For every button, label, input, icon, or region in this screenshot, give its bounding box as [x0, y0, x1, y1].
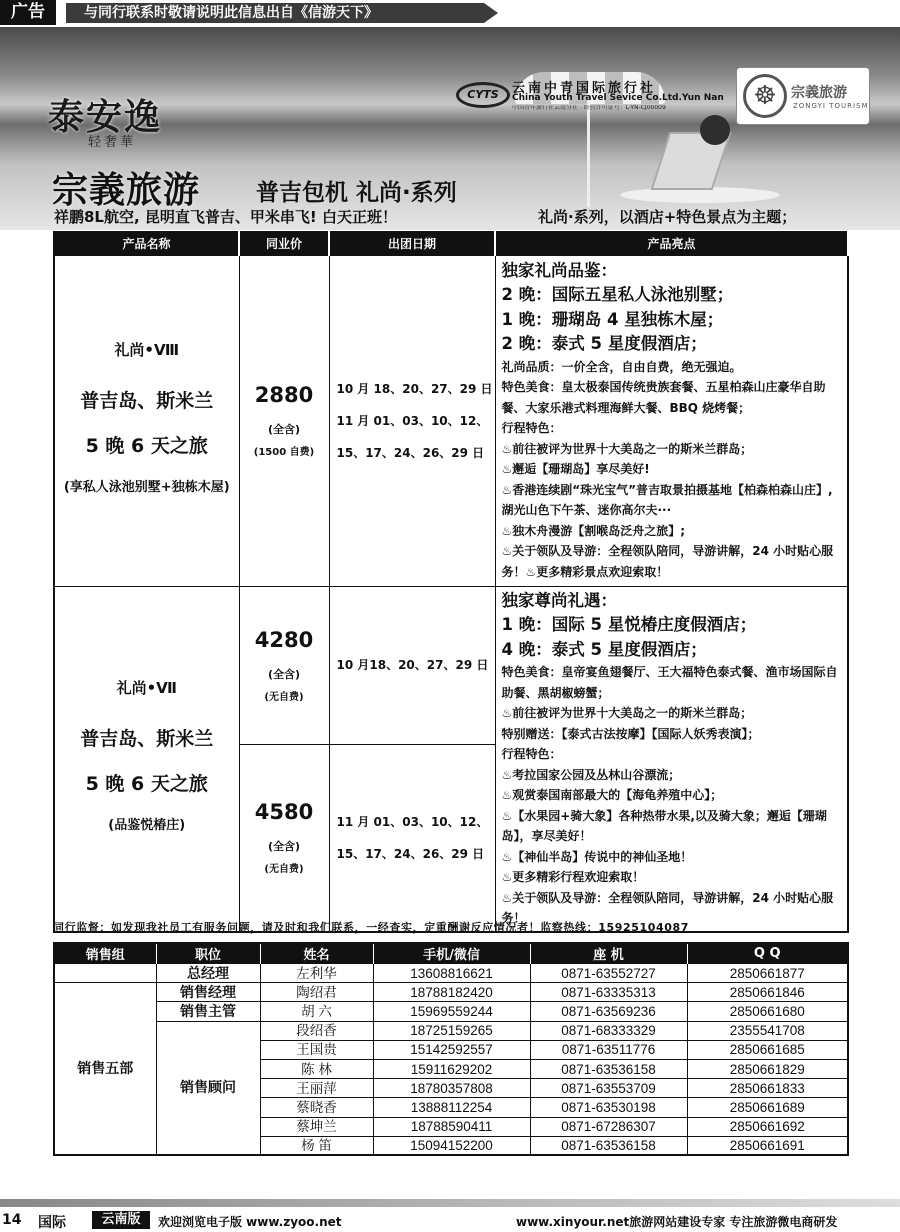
contact-name: 王丽萍 [260, 1079, 373, 1098]
role-cell: 销售顾问 [156, 1021, 260, 1155]
product-destination: 普吉岛、斯米兰 [80, 728, 214, 750]
contact-tel: 0871-67286307 [530, 1117, 687, 1136]
contact-qq: 2850661846 [687, 983, 848, 1002]
dates-cell [329, 745, 495, 932]
highlight-line: 行程特色： [501, 747, 562, 761]
contact-mobile: 18788590411 [373, 1117, 530, 1136]
umbrella-pole-image [587, 97, 590, 207]
departure-dates: 15、17、24、26、29 日 [336, 445, 485, 460]
highlight-line: ♨前往被评为世界十大美岛之一的斯米兰群岛； [501, 441, 753, 456]
cyts-company-en: China Youth Travel Sevice Co.Ltd.Yun Nan [512, 93, 724, 103]
header-price: 同业价 [239, 232, 329, 255]
page-footer [0, 1209, 900, 1230]
thai-anyi-logo: 泰安逸 [48, 96, 163, 138]
highlight-line: ♨香港连续剧“珠光宝气”普吉取景拍摄基地【柏森柏森山庄】, 湖光山色下午茶、迷你高尔夫··· [501, 482, 833, 518]
cyts-company-name: 云南中青国际旅行社 [512, 81, 657, 96]
contact-qq: 2850661877 [687, 964, 848, 983]
price-cell [239, 586, 329, 745]
contact-tel: 0871-63553709 [530, 1079, 687, 1098]
price-extra: (1500 自费) [253, 447, 315, 458]
cyts-logo-icon: CYTS [456, 82, 510, 108]
contact-tel: 0871-68333329 [530, 1021, 687, 1040]
contact-mobile: 13608816621 [373, 964, 530, 983]
highlight-line: 特色美食：皇太极泰国传统贵族套餐、五星柏森山庄豪华自助餐、大家乐港式料理海鲜大餐、BBQ 烧烤餐； [501, 380, 826, 415]
role-cell: 总经理 [156, 964, 260, 983]
top-ad-bar [0, 0, 900, 27]
contact-tel: 0871-63511776 [530, 1040, 687, 1059]
thai-anyi-logo-sub: 轻奢華 [88, 135, 137, 150]
product-destination: 普吉岛、斯米兰 [80, 390, 214, 412]
product-note: (享私人泳池别墅+独栋木屋) [63, 480, 230, 495]
product-table-header [54, 232, 848, 255]
highlight-line: 独家尊尚礼遇： [501, 590, 617, 610]
contact-qq: 2355541708 [687, 1021, 848, 1040]
highlight-line: ♨独木舟漫游【割喉岛泛舟之旅】; [501, 523, 686, 538]
product-duration: 5 晚 6 天之旅 [85, 773, 208, 795]
ad-notice-strip: 与同行联系时敬请说明此信息出自《信游天下》 [66, 3, 484, 23]
contact-mobile: 15142592557 [373, 1040, 530, 1059]
dates-cell [329, 586, 495, 745]
product-note: (品鉴悦椿庄) [108, 818, 186, 833]
zongyi-logo-badge [736, 67, 870, 125]
contact-name: 段绍香 [260, 1021, 373, 1040]
departure-dates: 11 月 01、03、10、12、 [336, 814, 489, 829]
departure-dates: 10 月18、20、27、29 日 [336, 658, 489, 673]
contact-mobile: 15094152200 [373, 1136, 530, 1155]
contact-name: 蔡晓香 [260, 1098, 373, 1117]
role-cell: 销售主管 [156, 1002, 260, 1021]
highlight-line: ♨邂逅【珊瑚岛】享尽美好! [501, 462, 650, 477]
contact-mobile: 18725159265 [373, 1021, 530, 1040]
product-row-vii-a [54, 586, 848, 745]
contact-mobile: 15969559244 [373, 1002, 530, 1021]
highlight-line: 1 晚：国际 5 星悦椿庄度假酒店； [501, 615, 757, 634]
price-inclusion: (全含) [267, 667, 301, 681]
footer-divider [0, 1199, 900, 1207]
contact-qq: 2850661829 [687, 1059, 848, 1078]
flight-tagline: 祥鹏8L航空, 昆明直飞普吉、甲米串飞! 白天正班！ [54, 208, 397, 226]
header-qq: Q Q [687, 943, 848, 964]
product-duration: 5 晚 6 天之旅 [85, 435, 208, 457]
product-row-viii [54, 255, 848, 586]
contact-table [53, 942, 849, 1156]
highlight-line: 2 晚：泰式 5 星度假酒店； [501, 334, 707, 354]
contact-qq: 2850661689 [687, 1098, 848, 1117]
ad-tag: 广告 [0, 0, 56, 25]
contact-tel: 0871-63536158 [530, 1059, 687, 1078]
cyts-license-line: 中国青年旅行社云南分社 · 经营许可证号：L-YN-CJ00009 [512, 105, 666, 111]
role-cell: 销售经理 [156, 983, 260, 1002]
contact-name: 陈 林 [260, 1059, 373, 1078]
sunbather-image [700, 115, 730, 145]
highlight-line: 礼尚品质：一价全含，自由自费，绝无强迫。 [501, 359, 742, 374]
contact-name: 杨 笛 [260, 1136, 373, 1155]
price-extra: (无自费) [264, 691, 304, 703]
contact-table-header [54, 943, 848, 964]
highlight-line: 行程特色： [501, 421, 562, 436]
price-inclusion: (全含) [267, 423, 301, 436]
header-tel: 座 机 [530, 943, 687, 964]
contact-tel: 0871-63335313 [530, 983, 687, 1002]
contact-qq: 2850661833 [687, 1079, 848, 1098]
zongyi-badge-en: ZONGYI TOURISM [793, 102, 869, 110]
contact-qq: 2850661691 [687, 1136, 848, 1155]
header-mobile: 手机/微信 [373, 943, 530, 964]
group-cell: 销售五部 [54, 983, 156, 1156]
contact-qq: 2850661680 [687, 1002, 848, 1021]
highlight-line: ♨【水果园+骑大象】各种热带水果,以及骑大象；邂逅【珊瑚岛】，享尽美好！ [501, 808, 827, 843]
product-name-cell [54, 586, 239, 932]
group-cell-empty [54, 964, 156, 983]
contact-mobile: 15911629202 [373, 1059, 530, 1078]
edition-badge: 云南版 [92, 1211, 150, 1229]
product-series-title: 普吉包机 礼尚·系列 [256, 180, 457, 206]
product-name: 礼尚•Ⅷ [114, 341, 180, 359]
highlight-line: 4 晚：泰式 5 星度假酒店； [501, 639, 707, 659]
contact-mobile: 18788182420 [373, 983, 530, 1002]
supervision-notice: 同行监督：如发现我社员工有服务问题，请及时和我们联系，一经查实，定重酬谢反应情况者！监察热线：15925104087 [53, 921, 689, 934]
header-name: 姓名 [260, 943, 373, 964]
highlight-line: 2 晚：国际五星私人泳池别墅； [501, 285, 734, 305]
price-value: 4580 [254, 800, 314, 825]
highlight-line: ♨更多精彩行程欢迎索取！ [501, 870, 645, 884]
contact-qq: 2850661685 [687, 1040, 848, 1059]
departure-dates: 15、17、24、26、29 日 [336, 846, 485, 861]
departure-dates: 10 月 18、20、27、29 日 [336, 381, 493, 396]
highlight-line: ♨观赏泰国南部最大的【海龟养殖中心】； [501, 788, 723, 802]
contact-tel: 0871-63530198 [530, 1098, 687, 1117]
price-extra: (无自费) [264, 864, 304, 876]
contact-tel: 0871-63536158 [530, 1136, 687, 1155]
contact-name: 胡 六 [260, 1002, 373, 1021]
departure-dates: 11 月 01、03、10、12、 [336, 413, 489, 428]
highlight-line: ♨考拉国家公园及丛林山谷漂流； [501, 767, 681, 782]
contact-name: 陶绍君 [260, 983, 373, 1002]
contact-tel: 0871-63552727 [530, 964, 687, 983]
highlight-line: 1 晚：珊瑚岛 4 星独栋木屋； [501, 309, 724, 329]
highlight-line: ♨关于领队及导游：全程领队陪同，导游讲解，24 小时贴心服务！ [501, 890, 834, 925]
header-dates: 出团日期 [329, 232, 495, 255]
contact-name: 左利华 [260, 964, 373, 983]
price-cell [239, 255, 329, 586]
product-name: 礼尚•Ⅶ [116, 679, 177, 697]
highlight-line: 独家礼尚品鉴： [501, 260, 617, 280]
price-cell [239, 745, 329, 932]
page-number: 14 [2, 1212, 22, 1228]
header-role: 职位 [156, 943, 260, 964]
contact-row [54, 964, 848, 983]
product-name-cell [54, 255, 239, 586]
contact-row [54, 983, 848, 1002]
price-value: 4280 [254, 627, 314, 652]
highlights-cell [495, 586, 848, 932]
series-tagline: 礼尚·系列，以酒店+特色景点为主题； [538, 208, 797, 226]
footer-website: 欢迎浏览电子版 www.zyoo.net [158, 1215, 342, 1229]
highlight-line: 特色美食：皇帝宴鱼翅餐厅、王大福特色泰式餐、渔市场国际自助餐、黑胡椒螃蟹； [501, 665, 838, 700]
contact-name: 王国贵 [260, 1040, 373, 1059]
highlights-cell [495, 255, 848, 586]
footer-slogan: www.xinyour.net旅游网站建设专家 专注旅游微电商研发 [516, 1215, 838, 1229]
price-inclusion: (全含) [267, 840, 301, 854]
zongyi-badge-name: 宗義旅游 [791, 85, 847, 101]
header-group: 销售组 [54, 943, 156, 964]
dates-cell [329, 255, 495, 586]
price-value: 2880 [254, 383, 314, 407]
hero-banner [0, 27, 900, 230]
highlight-line: ♨【神仙半岛】传说中的神仙圣地！ [501, 849, 693, 864]
contact-name: 蔡坤兰 [260, 1117, 373, 1136]
product-table [53, 231, 849, 933]
zongyi-footprint-icon: ☸ [743, 74, 787, 118]
contact-tel: 0871-63569236 [530, 1002, 687, 1021]
header-product-name: 产品名称 [54, 232, 239, 255]
highlight-line: ♨前往被评为世界十大美岛之一的斯米兰群岛； [501, 706, 753, 720]
contact-row [54, 1002, 848, 1021]
contact-mobile: 13888112254 [373, 1098, 530, 1117]
contact-mobile: 18780357808 [373, 1079, 530, 1098]
section-label: 国际 [38, 1215, 66, 1231]
brand-title: 宗義旅游 [52, 170, 201, 211]
highlight-line: 特别赠送：【泰式古法按摩】【国际人妖秀表演】； [501, 726, 760, 741]
contact-qq: 2850661692 [687, 1117, 848, 1136]
contact-row [54, 1021, 848, 1040]
header-highlights: 产品亮点 [495, 232, 848, 255]
highlight-line: ♨关于领队及导游：全程领队陪同，导游讲解，24 小时贴心服务！♨更多精彩景点欢迎索取！ [501, 544, 834, 579]
